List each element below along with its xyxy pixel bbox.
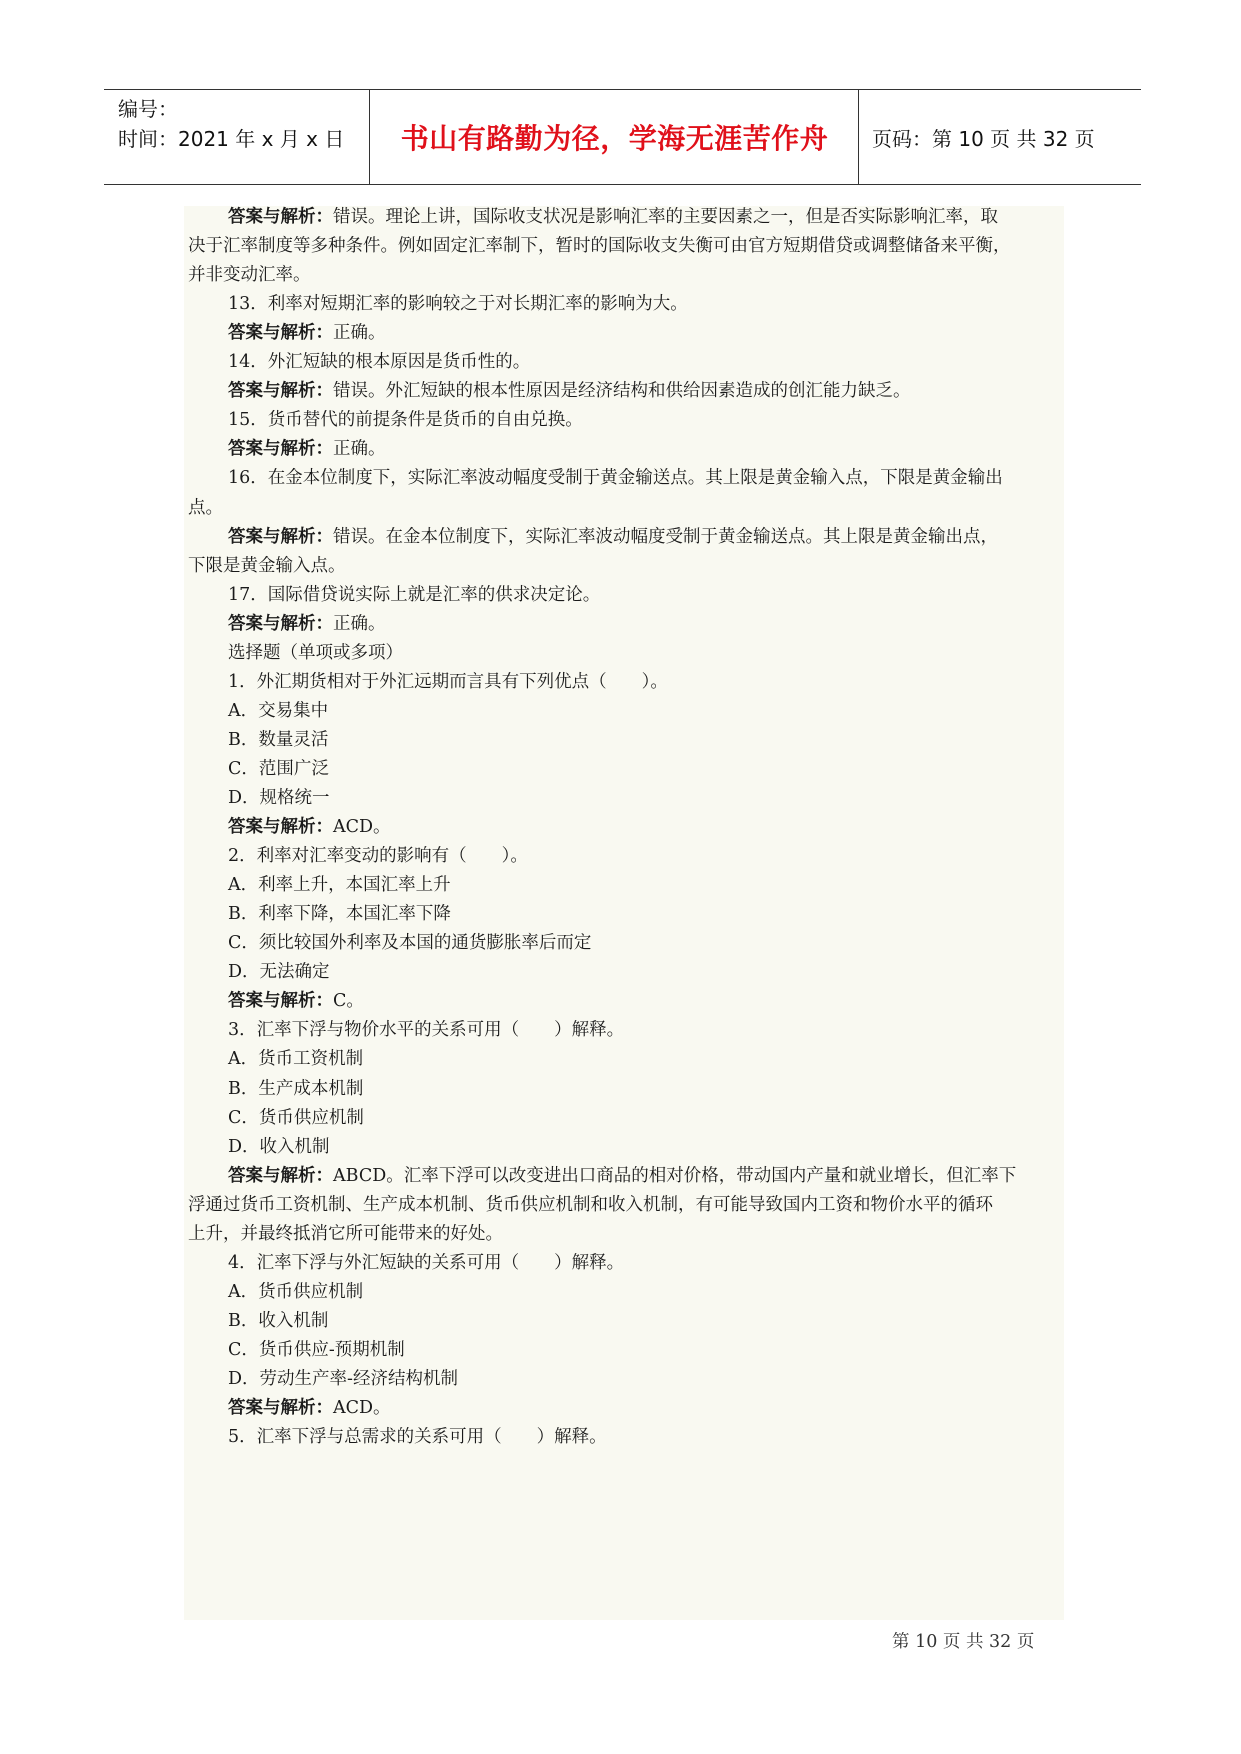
text-line (188, 1338, 1064, 1362)
line-text: C．须比较国外利率及本国的通货膨胀率后而定 (228, 933, 592, 954)
line-text: ACD。 (333, 817, 391, 838)
line-text: 下限是黄金输入点。 (188, 555, 346, 576)
header-page-code: 页码：第 10 页 共 32 页 (872, 126, 1095, 151)
document-body (184, 206, 1064, 1620)
line-text: C．范围广泛 (228, 758, 329, 779)
line-text: 点。 (188, 497, 223, 518)
answer-line (188, 989, 1064, 1013)
line-text: 14．外汇短缺的根本原因是货币性的。 (228, 352, 531, 373)
line-text: 5．汇率下浮与总需求的关系可用（ ）解释。 (228, 1427, 607, 1448)
line-text: 错误。在金本位制度下，实际汇率波动幅度受制于黄金输送点。其上限是黄金输出点， (333, 526, 998, 547)
header-divider (369, 90, 370, 184)
line-text: ABCD。汇率下浮可以改变进出口商品的相对价格，带动国内产量和就业增长，但汇率下 (333, 1165, 1017, 1186)
text-line (188, 960, 1064, 984)
text-line (188, 263, 1064, 287)
line-text: 错误。理论上讲，国际收支状况是影响汇率的主要因素之一，但是否实际影响汇率，取 (333, 207, 998, 227)
text-line (188, 931, 1064, 955)
answer-label: 答案与解析： (228, 1398, 333, 1419)
text-line (188, 1280, 1064, 1304)
answer-label: 答案与解析： (228, 817, 333, 838)
document-time: 时间：2021 年 x 月 x 日 (118, 127, 345, 151)
text-line (188, 902, 1064, 926)
line-text: C．货币供应-预期机制 (228, 1339, 405, 1360)
answer-label: 答案与解析： (228, 323, 333, 344)
text-line (188, 1309, 1064, 1333)
line-text: 浮通过货币工资机制、生产成本机制、货币供应机制和收入机制，有可能导致国内工资和物价水平的循环 (188, 1194, 993, 1215)
header-divider (858, 90, 859, 184)
answer-line (188, 205, 1064, 229)
text-line (188, 1018, 1064, 1042)
text-line (188, 496, 1064, 520)
text-line (188, 757, 1064, 781)
answer-line (188, 437, 1064, 461)
header-motto: 书山有路勤为径，学海无涯苦作舟 (400, 122, 829, 155)
line-text: 16．在金本位制度下，实际汇率波动幅度受制于黄金输送点。其上限是黄金输入点，下限是黄金输出 (228, 468, 1003, 489)
line-text: 上升，并最终抵消它所可能带来的好处。 (188, 1223, 503, 1244)
line-text: B．利率下降，本国汇率下降 (228, 904, 451, 925)
line-text: B．生产成本机制 (228, 1078, 364, 1099)
text-line (188, 1222, 1064, 1246)
line-text: 正确。 (333, 439, 386, 460)
line-text: 15．货币替代的前提条件是货币的自由兑换。 (228, 410, 583, 431)
text-line (188, 786, 1064, 810)
text-line (188, 670, 1064, 694)
line-text: B．数量灵活 (228, 729, 329, 750)
answer-label: 答案与解析： (228, 1165, 333, 1186)
line-text: 并非变动汇率。 (188, 265, 311, 286)
text-line (188, 1251, 1064, 1275)
line-text: D．收入机制 (228, 1136, 330, 1157)
text-line (188, 873, 1064, 897)
text-line (188, 1106, 1064, 1130)
line-text: 2．利率对汇率变动的影响有（ ）。 (228, 846, 528, 867)
answer-label: 答案与解析： (228, 381, 333, 402)
text-line (188, 408, 1064, 432)
line-text: C．货币供应机制 (228, 1107, 364, 1128)
answer-line (188, 1396, 1064, 1420)
line-text: 1．外汇期货相对于外汇远期而言具有下列优点（ ）。 (228, 671, 668, 692)
text-line (188, 1367, 1064, 1391)
line-text: D．规格统一 (228, 788, 330, 808)
answer-line (188, 379, 1064, 403)
line-text: D．劳动生产率-经济结构机制 (228, 1369, 458, 1389)
text-line (188, 1077, 1064, 1101)
line-text: 正确。 (333, 323, 386, 344)
text-line (188, 350, 1064, 374)
line-text: A．交易集中 (228, 700, 329, 721)
line-text: 17．国际借贷说实际上就是汇率的供求决定论。 (228, 584, 601, 605)
line-text: 13．利率对短期汇率的影响较之于对长期汇率的影响为大。 (228, 294, 688, 315)
text-line (188, 699, 1064, 723)
answer-label: 答案与解析： (228, 991, 333, 1012)
line-text: 正确。 (333, 613, 386, 634)
line-text: 决于汇率制度等多种条件。例如固定汇率制下，暂时的国际收支失衡可由官方短期借贷或调整储备来平衡， (188, 236, 1011, 257)
answer-line (188, 321, 1064, 345)
line-text: A．货币供应机制 (228, 1281, 364, 1302)
header-meta (118, 94, 344, 154)
line-text: B．收入机制 (228, 1310, 329, 1331)
text-line (188, 466, 1064, 490)
line-text: C。 (333, 991, 364, 1012)
answer-label: 答案与解析： (228, 526, 333, 547)
text-line (188, 1193, 1064, 1217)
answer-line (188, 1164, 1064, 1188)
text-line (188, 641, 1064, 665)
answer-label: 答案与解析： (228, 613, 333, 634)
text-line (188, 292, 1064, 316)
line-text: ACD。 (333, 1398, 391, 1419)
text-line (188, 1047, 1064, 1071)
answer-label: 答案与解析： (228, 207, 333, 227)
line-text: A．利率上升，本国汇率上升 (228, 875, 451, 896)
line-text: A．货币工资机制 (228, 1049, 364, 1070)
answer-line (188, 815, 1064, 839)
text-line (188, 1135, 1064, 1159)
document-number-label: 编号： (118, 97, 178, 121)
line-text: 错误。外汇短缺的根本性原因是经济结构和供给因素造成的创汇能力缺乏。 (333, 381, 911, 402)
line-text: 4．汇率下浮与外汇短缺的关系可用（ ）解释。 (228, 1252, 625, 1273)
text-line (188, 1425, 1064, 1449)
answer-line (188, 612, 1064, 636)
page-header (104, 89, 1141, 185)
line-text: D．无法确定 (228, 962, 330, 983)
text-line (188, 234, 1064, 258)
text-line (188, 554, 1064, 578)
text-line (188, 583, 1064, 607)
line-text: 3．汇率下浮与物价水平的关系可用（ ）解释。 (228, 1020, 625, 1041)
text-line (188, 728, 1064, 752)
text-line (188, 844, 1064, 868)
page-footer-indicator: 第 10 页 共 32 页 (892, 1632, 1035, 1652)
line-text: 选择题（单项或多项） (228, 642, 403, 663)
answer-line (188, 525, 1064, 549)
answer-label: 答案与解析： (228, 439, 333, 460)
